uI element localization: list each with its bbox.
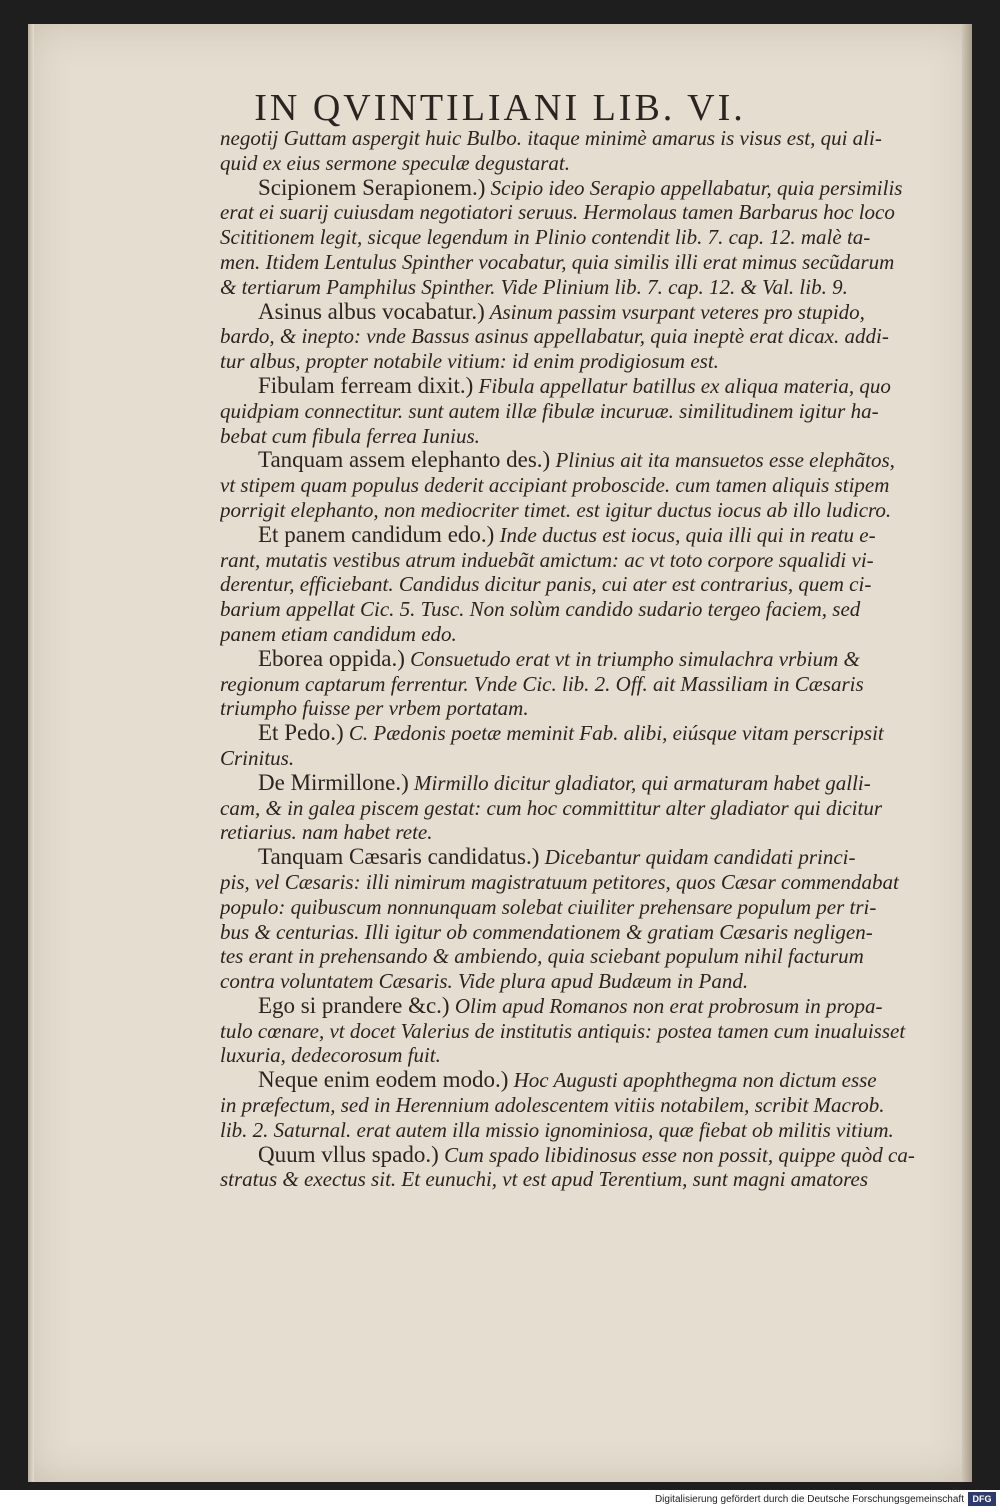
line-text: Consuetudo erat vt in triumpho simulachra vrbium & <box>404 646 860 671</box>
text-line <box>220 622 930 647</box>
line-text: Crinitus. <box>220 745 295 770</box>
funding-notice: Digitalisierung gefördert durch die Deutsche Forschungsgemeinschaft <box>654 1494 964 1505</box>
line-text: triumpho fuisse per vrbem portatam. <box>220 696 529 721</box>
line-text: contra voluntatem Cæsaris. Vide plura apud Budæum in Pand. <box>220 969 749 994</box>
line-text: Dicebantur quidam candidati princi- <box>539 845 856 870</box>
line-text: C. Pædonis poetæ meminit Fab. alibi, eiúsque vitam perscripsit <box>343 721 884 746</box>
text-line <box>220 250 930 275</box>
text-line <box>220 548 930 573</box>
text-line <box>220 275 930 300</box>
text-line <box>220 845 930 870</box>
lemma: Asinus albus vocabatur.) <box>258 299 485 324</box>
text-line <box>220 944 930 969</box>
text-line <box>220 820 930 845</box>
text-line <box>220 300 930 325</box>
line-text: Olim apud Romanos non erat probrosum in propa- <box>449 993 883 1018</box>
line-text: tur albus, propter notabile vitium: id enim prodigiosum est. <box>220 349 719 374</box>
text-line <box>220 796 930 821</box>
text-line <box>220 647 930 672</box>
text-line <box>220 672 930 697</box>
text-line <box>220 1093 930 1118</box>
line-text: retiarius. nam habet rete. <box>220 820 433 845</box>
line-text: rant, mutatis vestibus atrum induebãt amictum: ac vt toto corpore squalidi vi- <box>220 547 874 572</box>
text-line <box>220 324 930 349</box>
line-text: cam, & in galea piscem gestat: cum hoc committitur alter gladiator qui dicitur <box>220 795 883 820</box>
lemma: Tanquam assem elephanto des.) <box>258 448 551 473</box>
text-line <box>220 870 930 895</box>
text-line <box>220 1167 930 1192</box>
line-text: pis, vel Cæsaris: illi nimirum magistratuum petitores, quos Cæsar commendabat <box>220 869 899 894</box>
line-text: derentur, efficiebant. Candidus dicitur panis, cui ater est contrarius, quem ci- <box>220 572 872 597</box>
line-text: populo: quibuscum nonnunquam solebat ciuiliter prehensare populum per tri- <box>220 894 877 919</box>
text-line <box>220 374 930 399</box>
text-line <box>220 498 930 523</box>
text-line <box>220 523 930 548</box>
line-text: quidpiam connectitur. sunt autem illæ fibulæ incuruæ. similitudinem igitur ha- <box>220 398 879 423</box>
text-line <box>220 597 930 622</box>
line-text: bebat cum fibula ferrea Iunius. <box>220 423 480 448</box>
line-text: lib. 2. Saturnal. erat autem illa missio ignominiosa, quæ fiebat ob militis vitium. <box>220 1117 894 1142</box>
lemma: De Mirmillone.) <box>258 770 409 795</box>
lemma: Tanquam Cæsaris candidatus.) <box>258 845 540 870</box>
line-text: barium appellat Cic. 5. Tusc. Non solùm candido sudario tergeo faciem, sed <box>220 597 861 622</box>
line-text: stratus & exectus sit. Et eunuchi, vt est apud Terentium, sunt magni amatores <box>220 1167 869 1192</box>
commentary-text-block <box>220 126 930 1192</box>
lemma: Fibulam ferream dixit.) <box>258 373 474 398</box>
text-line <box>220 572 930 597</box>
text-line <box>220 771 930 796</box>
line-text: regionum captarum ferrentur. Vnde Cic. lib. 2. Off. ait Massiliam in Cæsaris <box>220 671 864 696</box>
text-line <box>220 151 930 176</box>
line-text: vt stipem quam populus dederit accipiant proboscide. cum tamen aliquis stipem <box>220 473 890 498</box>
line-text: Cum spado libidinosus esse non possit, quippe quòd ca- <box>438 1142 915 1167</box>
line-text: Plinius ait ita mansuetos esse elephãtos, <box>550 448 895 473</box>
line-text: quid ex eius sermone speculæ degustarat. <box>220 150 570 175</box>
line-text: tes erant in prehensando & ambiendo, quia sciebant populum nihil facturum <box>220 944 864 969</box>
text-line <box>220 1019 930 1044</box>
line-text: bus & centurias. Illi igitur ob commendationem & gratiam Cæsaris negligen- <box>220 919 873 944</box>
text-line <box>220 1118 930 1143</box>
page-gutter-shadow <box>28 24 34 1482</box>
text-line <box>220 448 930 473</box>
text-line <box>220 895 930 920</box>
line-text: Fibula appellatur batillus ex aliqua materia, quo <box>473 373 891 398</box>
line-text: luxuria, dedecorosum fuit. <box>220 1043 441 1068</box>
line-text: Hoc Augusti apophthegma non dictum esse <box>508 1068 877 1093</box>
text-line <box>220 721 930 746</box>
lemma: Et Pedo.) <box>258 721 344 746</box>
text-line <box>220 200 930 225</box>
line-text: negotij Guttam aspergit huic Bulbo. itaque minimè amarus is visus est, qui ali- <box>220 126 882 150</box>
text-line <box>220 1068 930 1093</box>
text-line <box>220 399 930 424</box>
lemma: Scipionem Serapionem.) <box>258 175 486 200</box>
text-line <box>220 696 930 721</box>
running-head: IN QVINTILIANI LIB. VI. <box>254 87 746 129</box>
line-text: bardo, & inepto: vnde Bassus asinus appellabatur, quia ineptè erat dicax. addi- <box>220 324 889 349</box>
line-text: Scititionem legit, sicque legendum in Plinio contendit lib. 7. cap. 12. malè ta- <box>220 225 871 250</box>
page-edge <box>962 24 972 1482</box>
text-line <box>220 126 930 151</box>
line-text: Inde ductus est iocus, quia illi qui in reatu e- <box>494 522 876 547</box>
line-text: porrigit elephanto, non mediocriter timet. est igitur ductus iocus ab illo ludicro. <box>220 497 892 522</box>
line-text: tulo cœnare, vt docet Valerius de institutis antiquis: postea tamen cum inualuisset <box>220 1018 906 1043</box>
text-line <box>220 920 930 945</box>
line-text: in præfectum, sed in Herennium adolescentem vitiis notabilem, scribit Macrob. <box>220 1093 885 1118</box>
line-text: Mirmillo dicitur gladiator, qui armaturam habet galli- <box>408 770 871 795</box>
line-text: panem etiam candidum edo. <box>220 621 457 646</box>
text-line <box>220 746 930 771</box>
text-line <box>220 969 930 994</box>
lemma: Et panem candidum edo.) <box>258 522 495 547</box>
text-line <box>220 1043 930 1068</box>
line-text: Scipio ideo Serapio appellabatur, quia persimilis <box>485 175 903 200</box>
text-line <box>220 225 930 250</box>
text-line <box>220 349 930 374</box>
lemma: Eborea oppida.) <box>258 646 405 671</box>
text-line <box>220 994 930 1019</box>
line-text: men. Itidem Lentulus Spinther vocabatur, quia similis illi erat mimus secũdarum <box>220 249 895 274</box>
lemma: Quum vllus spado.) <box>258 1142 439 1167</box>
line-text: erat ei suarij cuiusdam negotiatori seruus. Hermolaus tamen Barbarus hoc loco <box>220 200 895 225</box>
dfg-logo: DFG <box>968 1492 996 1506</box>
text-line <box>220 1143 930 1168</box>
line-text: Asinum passim vsurpant veteres pro stupido, <box>484 299 865 324</box>
lemma: Neque enim eodem modo.) <box>258 1068 509 1093</box>
text-line <box>220 424 930 449</box>
text-line <box>220 176 930 201</box>
text-line <box>220 473 930 498</box>
line-text: & tertiarum Pamphilus Spinther. Vide Plinium lib. 7. cap. 12. & Val. lib. 9. <box>220 274 848 299</box>
lemma: Ego si prandere &c.) <box>258 993 450 1018</box>
